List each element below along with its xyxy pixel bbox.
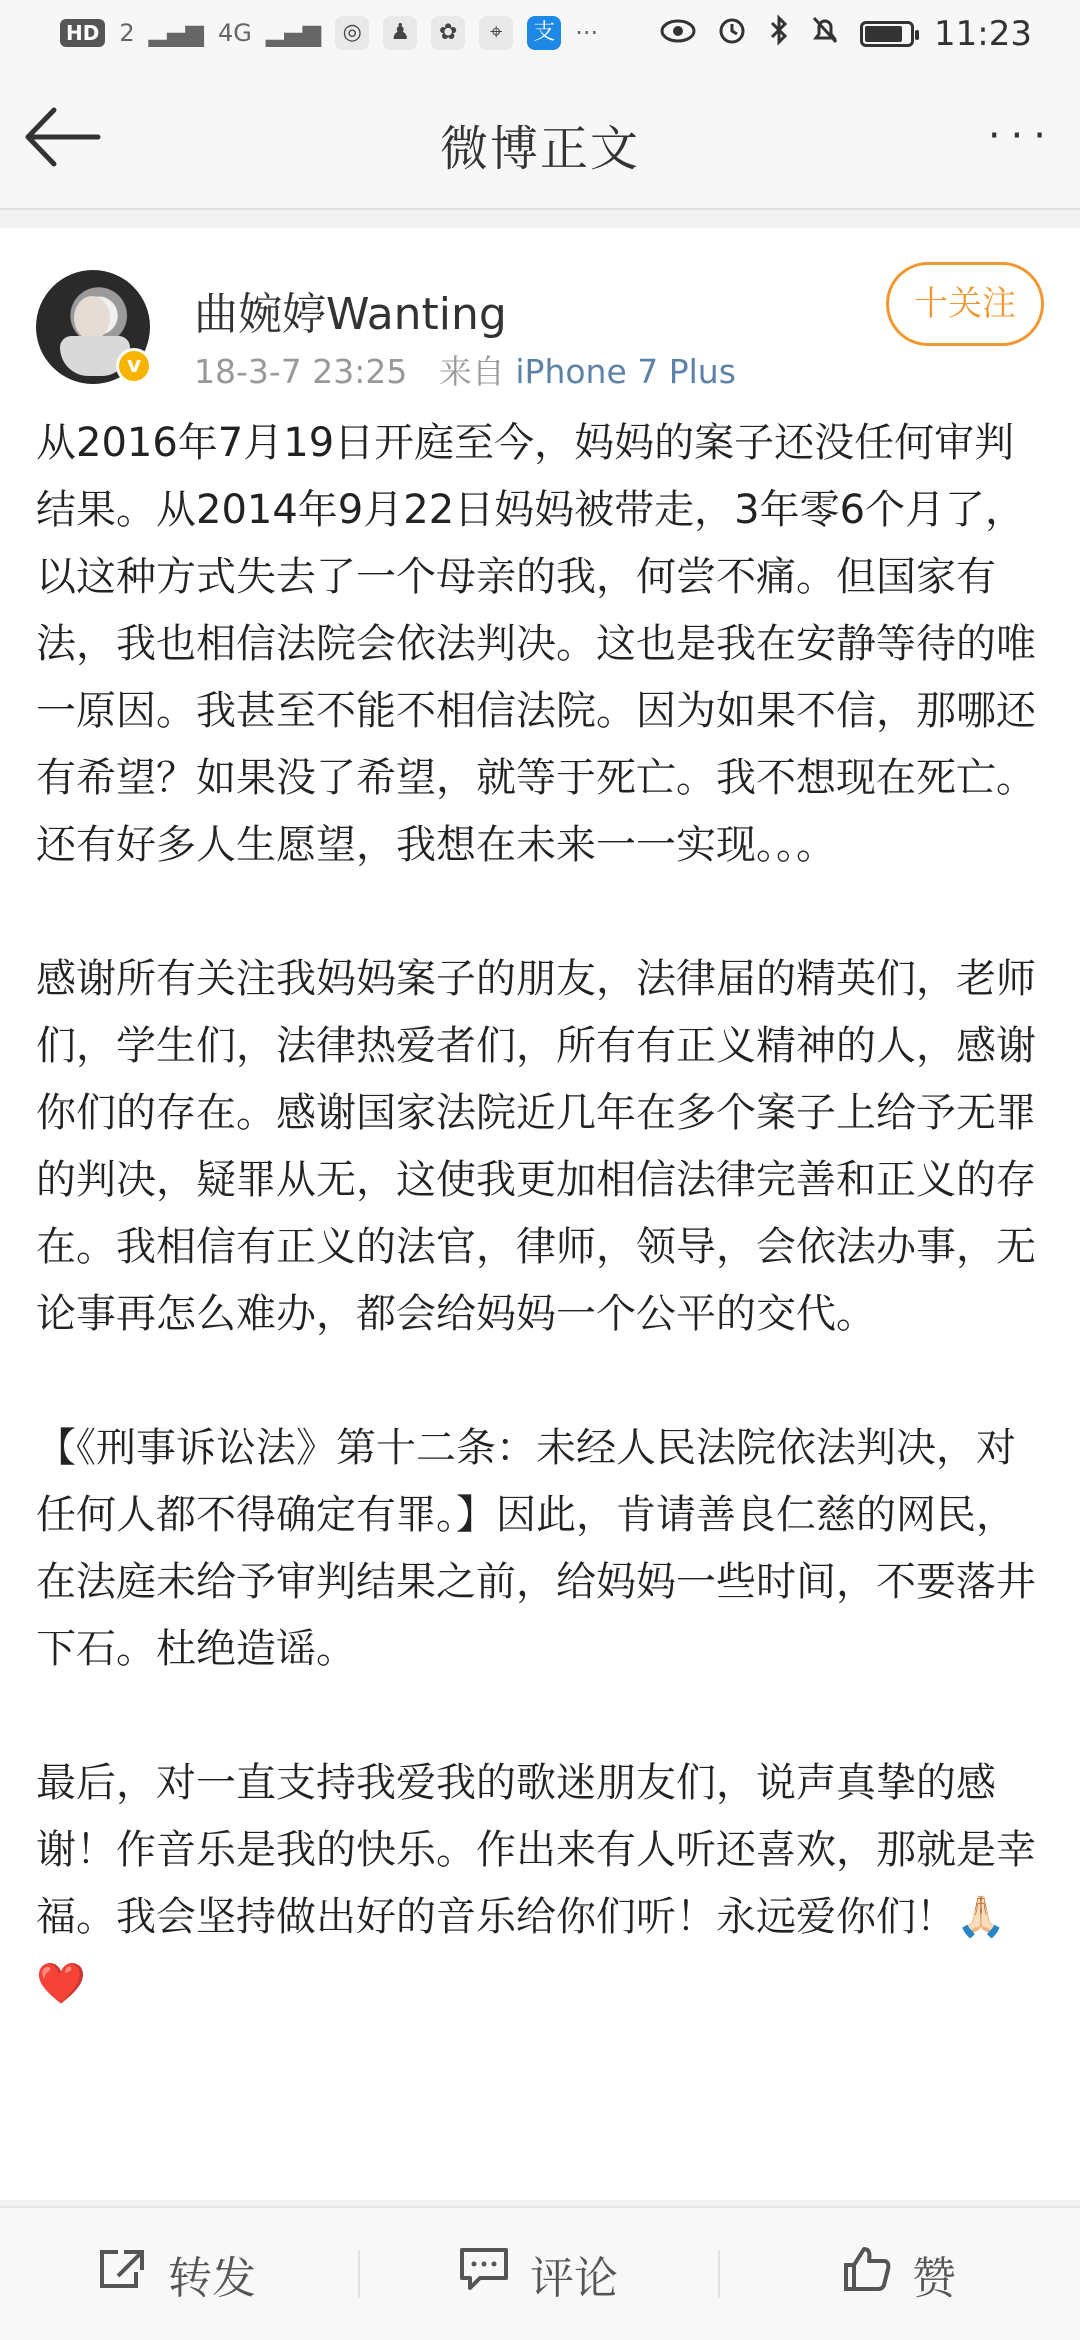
comment-button[interactable] <box>458 2208 618 2340</box>
like-label: 赞 <box>912 2253 956 2304</box>
post-paragraph-4: 最后，对一直支持我爱我的歌迷朋友们，说声真挚的感谢！作音乐是我的快乐。作出来有人听还喜欢，那就是幸福。我会坚持做出好的音乐给你们听！永远爱你们！🙏🏻❤️ <box>36 1760 1036 2007</box>
post-source[interactable]: iPhone 7 Plus <box>515 352 736 391</box>
thumbs-up-icon <box>842 2245 892 2304</box>
action-bar <box>0 2206 1080 2340</box>
signal-icon: ▂▄▆ <box>148 19 204 47</box>
more-button[interactable]: ··· <box>987 113 1056 159</box>
like-button[interactable] <box>842 2208 956 2340</box>
post-timestamp: 18-3-7 23:25 <box>194 352 408 391</box>
repost-button[interactable] <box>96 2208 256 2340</box>
mute-icon <box>810 14 840 54</box>
hd-badge: HD <box>60 19 105 47</box>
comment-icon <box>458 2246 510 2303</box>
eye-icon <box>660 17 696 52</box>
action-divider <box>718 2250 720 2298</box>
avatar-face <box>74 296 110 340</box>
comment-label: 评论 <box>530 2253 618 2304</box>
source-prefix: 来自 <box>438 352 505 391</box>
sim-indicator: 2 <box>119 19 135 47</box>
verified-badge-icon: v <box>116 348 152 384</box>
post-paragraph-2: 感谢所有关注我妈妈案子的朋友，法律届的精英们，老师们，学生们，法律热爱者们，所有有正义精神的人，感谢你们的存在。感谢国家法院近几年在多个案子上给予无罪的判决，疑罪从无，这使我更加相信法律完善和正义的存在。我相信有正义的法官，律师，领导，会依法办事，无论事再怎么难办，都会给妈妈一个公平的交代。 <box>36 956 1036 1337</box>
action-divider <box>358 2250 360 2298</box>
repost-label: 转发 <box>168 2253 256 2304</box>
alarm-icon <box>716 14 748 54</box>
battery-icon <box>860 21 914 47</box>
nav-bar <box>0 72 1080 210</box>
post-card <box>0 228 1080 2200</box>
status-right-icons <box>660 14 1032 54</box>
clock: 11:23 <box>934 14 1032 54</box>
page-title: 微博正文 <box>439 121 640 177</box>
post-paragraph-3: 【《刑事诉讼法》第十二条：未经人民法院依法判决，对任何人都不得确定有罪。】因此，肯请善良仁慈的网民，在法庭未给予审判结果之前，给妈妈一些时间，不要落井下石。杜绝造谣。 <box>36 1425 1036 1672</box>
post-paragraph-1: 从2016年7月19日开庭至今，妈妈的案子还没任何审判结果。从2014年9月22日妈妈被带走，3年零6个月了，以这种方式失去了一个母亲的我，何尝不痛。但国家有法，我也相信法院会依法判决。这也是我在安静等待的唯一原因。我甚至不能不相信法院。因为如果不信，那哪还有希望？如果没了希望，就等于死亡。我不想现在死亡。还有好多人生愿望，我想在未来一一实现。。。 <box>36 420 1036 868</box>
status-left-icons <box>60 16 598 50</box>
post-meta <box>194 346 736 393</box>
bluetooth-icon <box>768 14 790 54</box>
signal-icon-2: ▂▄▆ <box>265 19 322 47</box>
more-notifications-icon: ··· <box>575 19 599 47</box>
map-icon: ⌖ <box>479 16 513 50</box>
baidu-icon: ✿ <box>431 16 465 50</box>
network-type: 4G <box>218 19 252 47</box>
post-content <box>36 410 1042 2018</box>
author-name[interactable]: 曲婉婷Wanting <box>194 289 507 340</box>
status-bar <box>0 0 1080 72</box>
qq-icon: ♟ <box>383 16 417 50</box>
repost-icon <box>96 2246 148 2303</box>
app-notification-icon: ◎ <box>335 16 369 50</box>
alipay-icon: 支 <box>527 16 561 50</box>
follow-button[interactable]: 十关注 <box>886 262 1044 346</box>
